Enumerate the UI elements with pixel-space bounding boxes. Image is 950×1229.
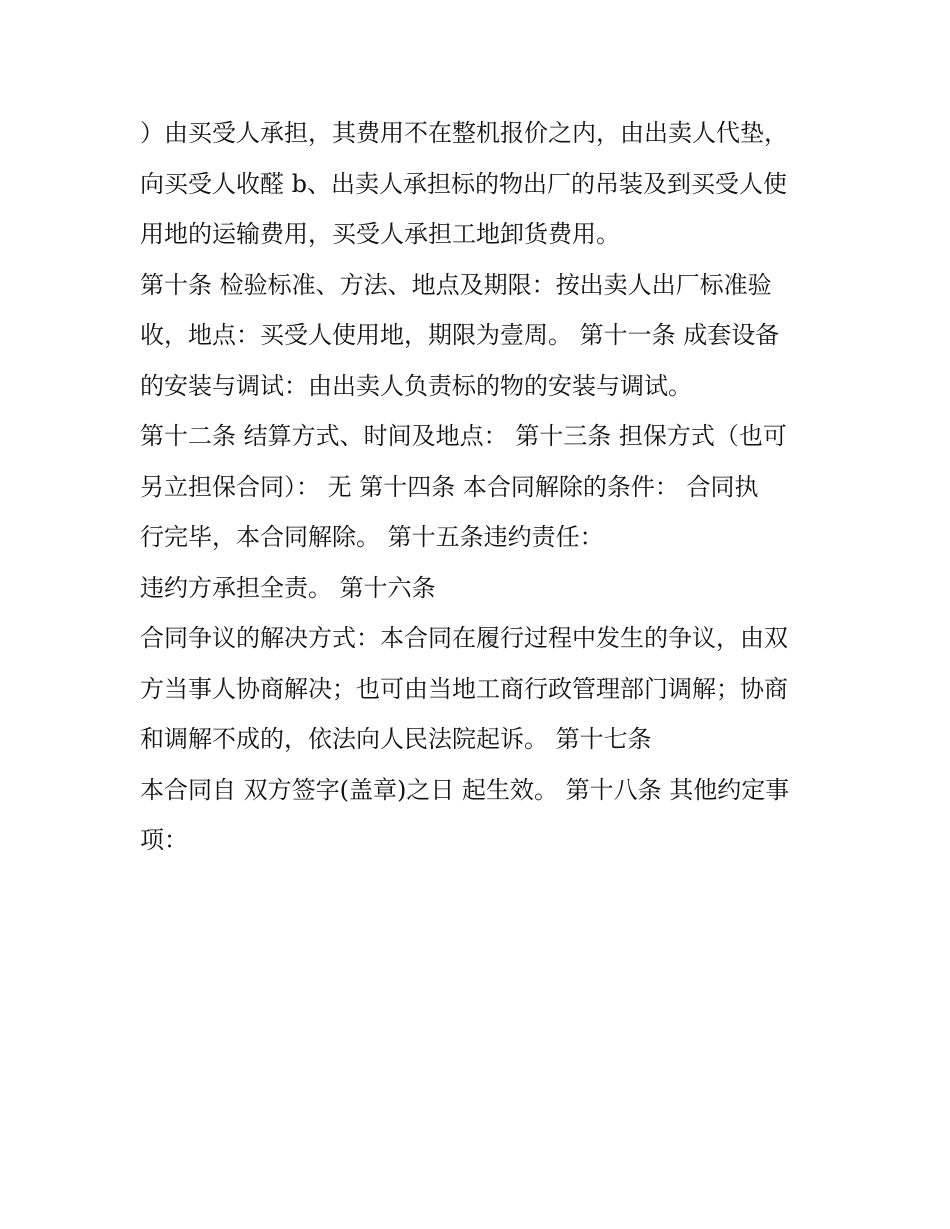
text-line: 另立担保合同）： 无 第十四条 本合同解除的条件： 合同执 [140,472,759,501]
text-line: 的安装与调试：由出卖人负责标的物的安装与调试。 [140,371,692,400]
text-line: 合同争议的解决方式：本合同在履行过程中发生的争议，由双 [140,624,788,652]
text-line: 违约方承担全责。 第十六条 [140,573,436,602]
text-line: 第十条 检验标准、方法、地点及期限：按出卖人出厂标准验 [140,270,772,299]
text-line: 项： [140,826,188,854]
text-line: 方当事人协商解决；也可由当地工商行政管理部门调解；协商 [140,674,788,703]
text-line: 向买受人收醛 b、出卖人承担标的物出厂的吊装及到买受人使 [140,169,787,198]
text-line: ）由买受人承担，其费用不在整机报价之内，由出卖人代垫， [140,119,788,147]
text-line: 第十二条 结算方式、时间及地点： 第十三条 担保方式（也可 [140,422,787,450]
text-line: 行完毕，本合同解除。 第十五条违约责任： [140,523,604,551]
text-line: 用地的运输费用，买受人承担工地卸货费用。 [140,220,620,248]
text-line: 收，地点：买受人使用地，期限为壹周。 第十一条 成套设备 [140,321,780,349]
contract-text-body [140,108,820,866]
text-line: 本合同自 双方签字(盖章)之日 起生效。 第十八条 其他约定事 [140,775,790,804]
text-line: 和调解不成的，依法向人民法院起诉。 第十七条 [140,725,652,753]
